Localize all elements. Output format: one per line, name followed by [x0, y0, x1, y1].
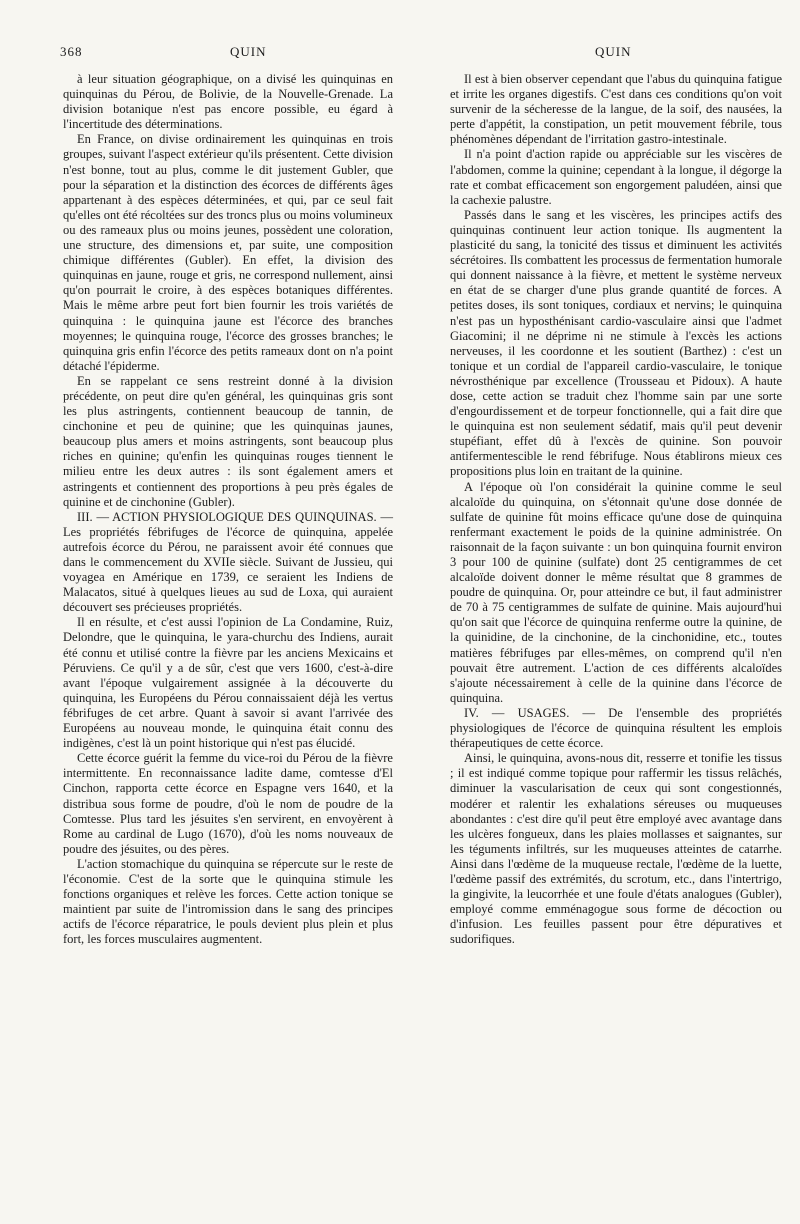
paragraph: En se rappelant ce sens restreint donné à la division précédente, on peut dire qu'en général, les quinquinas gris sont les plus astringents, contiennent beaucoup de tannin, de cinchonine et peu de quinine; que les quinquinas jaunes, beaucoup plus amers et moins astringents, sont beaucoup plus riches en quinine; qu'enfin les quinquinas rouges tiennent le milieu entre les deux autres : ils sont également amers et astringents et contiennent des proportions à peu près égales de quinine et de cinchonine (Gubler).: [63, 373, 393, 509]
section-heading-paragraph: IV. — USAGES. — De l'ensemble des propriétés physiologiques de l'écorce de quinquina résultent les emplois thérapeutiques de cette écorce.: [450, 705, 782, 751]
running-title-right: QUIN: [595, 44, 632, 59]
right-column: [450, 72, 782, 947]
left-column: [63, 72, 393, 947]
paragraph: A l'époque où l'on considérait la quinine comme le seul alcaloïde du quinquina, on s'étonnait qu'une dose donnée de sulfate de quinine fût moins efficace qu'une dose de quinquina renfermant exactement le poids de la quinine administrée. On raisonnait de la façon suivante : un bon quinquina fournit environ 3 pour 100 de quinine (sulfate) dont 25 centigrammes de cet alcaloïde doivent donner le même résultat que 8 grammes de poudre de quinquina. Or, pour atteindre ce but, il faut administrer de 70 à 75 centigrammes de sulfate de quinine. Mais aujourd'hui qu'on sait que l'écorce de quinquina renferme outre la quinine, de la quinidine, de la cinchonine, de la cinchonidine, etc., toutes matières fébrifuges par elles-mêmes, on comprend qu'il n'en pouvait être autrement. L'action de ces différents alcaloïdes s'ajoute nécessairement à celle de la quinine dans l'écorce de quinquina.: [450, 479, 782, 705]
page-number: 368: [60, 44, 83, 59]
paragraph: Il est à bien observer cependant que l'abus du quinquina fatigue et irrite les organes digestifs. C'est dans ces conditions qu'on voit survenir de la sécheresse de la langue, de la soif, des nausées, la perte d'appétit, la constipation, un petit mouvement fébrile, tous phénomènes dépendant de l'irritation gastro-intestinale.: [450, 72, 782, 147]
section-heading-paragraph: III. — ACTION PHYSIOLOGIQUE DES QUINQUINAS. — Les propriétés fébrifuges de l'écorce de quinquina, appelée autrefois écorce du Pérou, ne paraissent avoir été connues que dans le commencement du XVIIe siècle. Suivant de Jussieu, qui voyagea en Amérique en 1739, ce seraient les Indiens de Malacatos, situé à quelques lieues au sud de Loxa, qui auraient découvert ses précieuses propriétés.: [63, 509, 393, 615]
paragraph: Il en résulte, et c'est aussi l'opinion de La Condamine, Ruiz, Delondre, que le quinquina, le yara-churchu des Indiens, aurait été connu et utilisé contre la fièvre par les anciens Mexicains et Péruviens. Ce qu'il y a de sûr, c'est que vers 1600, c'est-à-dire avant l'époque vulgairement assignée à la découverte du quinquina, les Européens du Pérou connaissaient déjà les vertus fébrifuges de cet arbre. Quant à savoir si avant l'arrivée des Européens au nouveau monde, le quinquina était connu des indigènes, c'est là un point historique qui n'est pas élucidé.: [63, 615, 393, 751]
paragraph: Passés dans le sang et les viscères, les principes actifs des quinquinas continuent leur action tonique. Ils augmentent la plasticité du sang, la tonicité des tissus et diminuent les activités sécrétoires. Ils combattent les processus de fermentation humorale qui donnent naissance à la fièvre, et mettent le système nerveux en état de se charger d'une plus grande quantité de forces. A petites doses, ils sont toniques, cordiaux et nervins; le quinquina n'est pas un hyposthénisant cardio-vasculaire ainsi que l'admet Giacomini; il ne déprime ni ne stimule à l'excès les actions nerveuses, il les coordonne et les soutient (Barthez) : c'est un tonique et un cordial de l'appareil cardio-vasculaire, le tonique névrosthénique par excellence (Trousseau et Pidoux). A haute dose, cette action se traduit chez l'homme sain par une sorte d'engourdissement et de torpeur fonctionnelle, qui a fait dire que le quinquina est non seulement sédatif, mais qu'il peut devenir stupéfiant, effet dû à l'excès de quinine. Son pouvoir antifermentescible le rend fébrifuge. Nous établirons mieux ces propositions plus loin en traitant de la quinine.: [450, 207, 782, 479]
paragraph: En France, on divise ordinairement les quinquinas en trois groupes, suivant l'aspect extérieur qu'ils présentent. Cette division n'est bonne, tout au plus, comme le dit justement Gubler, que pour la séparation et la distinction des écorces de différents âges appartenant à des espèces déterminées, et qui, par ce seul fait qu'elles ont été récoltées sur des troncs plus ou moins volumineux ou des rameaux plus ou moins jeunes, possèdent une coloration, une structure, des dimensions et, par suite, une composition chimique différentes (Gubler). En effet, la division des quinquinas en jaune, rouge et gris, ne correspond nullement, ainsi qu'on pourrait le croire, à des espèces botaniques différentes. Mais le même arbre peut fort bien fournir les trois variétés de quinquina : le quinquina jaune est l'écorce des branches moyennes; le quinquina rouge, l'écorce des grosses branches; le quinquina gris enfin l'écorce des petits rameaux dont on n'a point détaché l'épiderme.: [63, 132, 393, 373]
running-title-left: QUIN: [230, 44, 267, 59]
paragraph: Cette écorce guérit la femme du vice-roi du Pérou de la fièvre intermittente. En reconnaissance ladite dame, comtesse d'El Cinchon, rapporta cette écorce en Espagne vers 1640, et la distribua sous forme de poudre, d'où le nom de poudre de la Comtesse. Plus tard les jésuites s'en servirent, en envoyèrent à Rome au cardinal de Lugo (1670), d'où les noms nouveaux de poudre des jésuites, ou des pères.: [63, 751, 393, 856]
paragraph: L'action stomachique du quinquina se répercute sur le reste de l'économie. C'est de la sorte que le quinquina stimule les fonctions organiques et relève les forces. Cette action tonique se maintient par suite de l'intromission dans le sang des principes actifs de l'écorce réparatrice, le pouls devient plus plein et plus fort, les forces musculaires augmentent.: [63, 856, 393, 947]
paragraph: à leur situation géographique, on a divisé les quinquinas en quinquinas du Pérou, de Bolivie, de la Nouvelle-Grenade. La division botanique n'est pas encore possible, eu égard à l'incertitude des déterminations.: [63, 72, 393, 132]
paragraph: Ainsi, le quinquina, avons-nous dit, resserre et tonifie les tissus ; il est indiqué comme topique pour raffermir les tissus relâchés, diminuer la vascularisation de ceux qui sont congestionnés, modérer et ralentir les exhalations séreuses ou muqueuses abondantes : c'est dire qu'il peut être employé avec avantage dans les ulcères fongueux, dans les plaies mollasses et saignantes, sur les téguments infiltrés, sur les muqueuses atteintes de catarrhe. Ainsi dans l'œdème de la muqueuse rectale, l'œdème de la luette, l'œdème passif des extrémités, du scrotum, etc., dans l'intertrigo, la gingivite, la leucorrhée et une foule d'états analogues (Gubler), employé comme emménagogue sous forme de décoction ou d'infusion. Les feuilles passent pour être dépuratives et sudorifiques.: [450, 751, 782, 947]
paragraph: Il n'a point d'action rapide ou appréciable sur les viscères de l'abdomen, comme la quinine; cependant à la longue, il dégorge la rate et combat efficacement son engorgement paludéen, ainsi que la cachexie palustre.: [450, 147, 782, 207]
